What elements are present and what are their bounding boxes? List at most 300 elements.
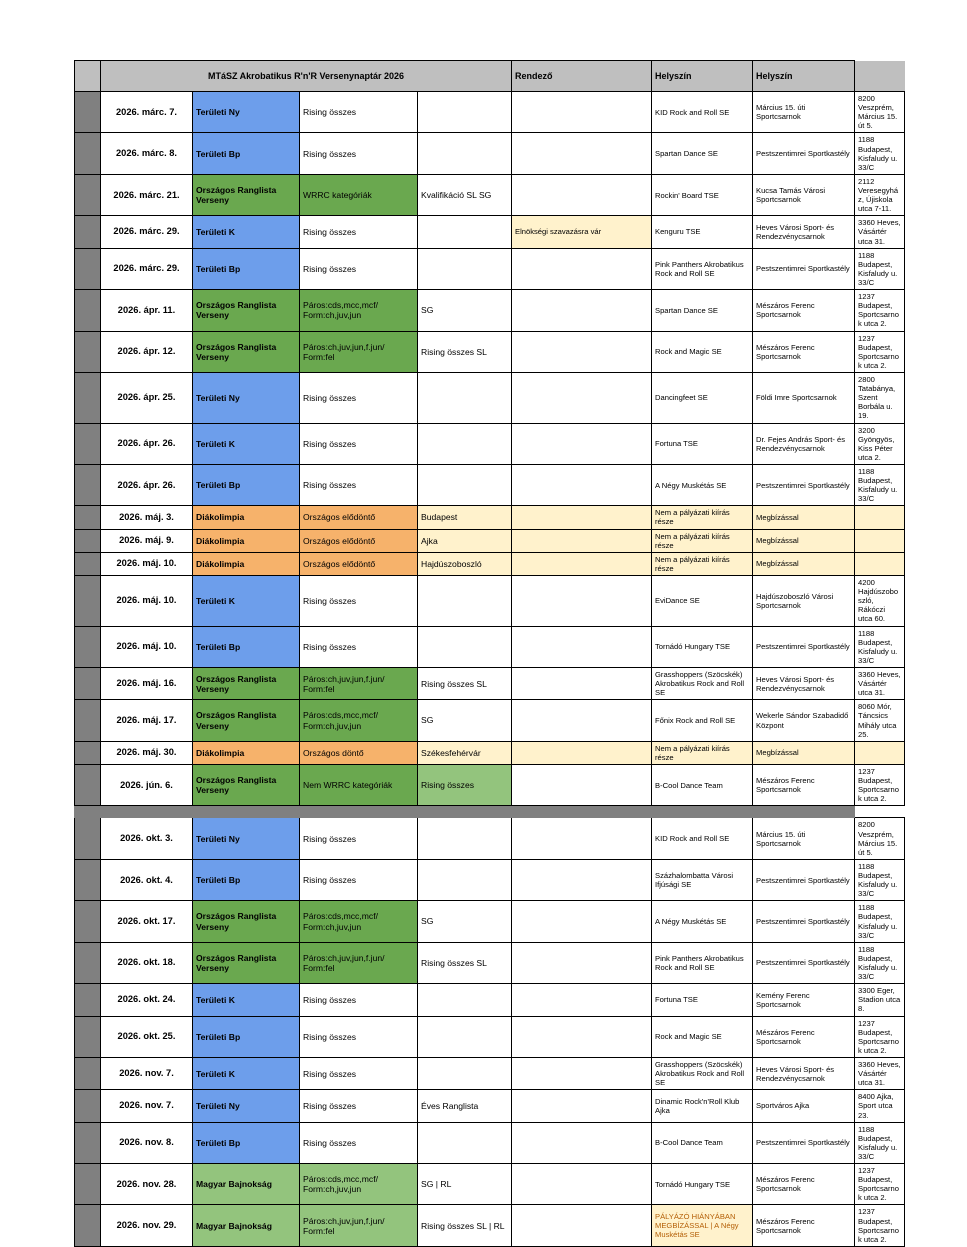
cell-date: 2026. ápr. 25. xyxy=(101,372,193,423)
cell-categories: Rising összes xyxy=(300,1090,418,1122)
cell-venue: Heves Városi Sport- és Rendezvénycsarnok xyxy=(753,216,855,248)
cell-venue: Mészáros Ferenc Sportcsarnok xyxy=(753,765,855,806)
header-organizer: Rendező xyxy=(512,61,652,92)
cell-venue: Sportváros Ajka xyxy=(753,1090,855,1122)
cell-address: 1188 Budapest, Kisfaludy u. 33/C xyxy=(855,248,905,289)
table-row xyxy=(75,1057,905,1089)
cell-date: 2026. jún. 6. xyxy=(101,765,193,806)
cell-note: Elnökségi szavazásra vár xyxy=(512,216,652,248)
cell-address: 1188 Budapest, Kisfaludy u. 33/C xyxy=(855,1122,905,1163)
row-gutter xyxy=(75,331,101,372)
cell-competition-type: Területi Bp xyxy=(193,248,300,289)
table-row xyxy=(75,901,905,942)
cell-note xyxy=(512,984,652,1016)
table-row xyxy=(75,984,905,1016)
cell-venue: Pestszentimrei Sportkastély xyxy=(753,942,855,983)
cell-date: 2026. máj. 10. xyxy=(101,552,193,575)
cell-note xyxy=(512,290,652,331)
cell-categories: Rising összes xyxy=(300,1057,418,1089)
cell-venue: Mészáros Ferenc Sportcsarnok xyxy=(753,1016,855,1057)
cell-date: 2026. nov. 28. xyxy=(101,1164,193,1205)
cell-note xyxy=(512,1122,652,1163)
row-gutter xyxy=(75,668,101,700)
cell-categories: Páros:cds,mcc,mcf/ Form:ch,juv,jun xyxy=(300,1164,418,1205)
cell-categories: Rising összes xyxy=(300,464,418,505)
cell-categories: Rising összes xyxy=(300,818,418,859)
cell-address xyxy=(855,741,905,764)
cell-extra: Rising összes SL | RL xyxy=(418,1205,512,1246)
table-row xyxy=(75,668,905,700)
cell-address: 8400 Ajka, Sport utca 23. xyxy=(855,1090,905,1122)
season-separator-cell xyxy=(418,806,512,818)
cell-venue: Pestszentimrei Sportkastély xyxy=(753,626,855,667)
cell-note xyxy=(512,668,652,700)
cell-competition-type: Országos Ranglista Verseny xyxy=(193,700,300,741)
table-row xyxy=(75,818,905,859)
cell-address: 3360 Heves, Vásártér utca 31. xyxy=(855,668,905,700)
row-gutter xyxy=(75,248,101,289)
cell-address: 1237 Budapest, Sportcsarnok utca 2. xyxy=(855,1164,905,1205)
cell-categories: Rising összes xyxy=(300,248,418,289)
row-gutter xyxy=(75,506,101,529)
cell-competition-type: Területi Bp xyxy=(193,133,300,174)
cell-note xyxy=(512,765,652,806)
cell-note xyxy=(512,552,652,575)
row-gutter xyxy=(75,1057,101,1089)
cell-note xyxy=(512,1016,652,1057)
cell-organizer: Rockin' Board TSE xyxy=(652,174,753,215)
cell-competition-type: Diákolimpia xyxy=(193,741,300,764)
row-gutter xyxy=(75,552,101,575)
cell-extra: Kvalifikáció SL SG xyxy=(418,174,512,215)
cell-extra: SG xyxy=(418,700,512,741)
cell-venue: Megbízással xyxy=(753,529,855,552)
cell-organizer: Grasshoppers (Szöcskék) Akrobatikus Rock and Roll SE xyxy=(652,668,753,700)
row-gutter xyxy=(75,818,101,859)
cell-categories: Páros:ch,juv,jun,f.jun/ Form:fel xyxy=(300,1205,418,1246)
table-row xyxy=(75,331,905,372)
cell-date: 2026. okt. 18. xyxy=(101,942,193,983)
cell-organizer: Dinamic Rock'n'Roll Klub Ajka xyxy=(652,1090,753,1122)
cell-address xyxy=(855,529,905,552)
cell-competition-type: Diákolimpia xyxy=(193,506,300,529)
cell-competition-type: Területi K xyxy=(193,216,300,248)
row-gutter xyxy=(75,529,101,552)
cell-competition-type: Területi K xyxy=(193,1057,300,1089)
cell-date: 2026. ápr. 11. xyxy=(101,290,193,331)
cell-venue: Megbízással xyxy=(753,741,855,764)
cell-date: 2026. nov. 7. xyxy=(101,1090,193,1122)
cell-organizer: Tornádó Hungary TSE xyxy=(652,1164,753,1205)
cell-address: 1237 Budapest, Sportcsarnok utca 2. xyxy=(855,1205,905,1246)
season-separator-cell xyxy=(193,806,300,818)
cell-date: 2026. okt. 17. xyxy=(101,901,193,942)
cell-categories: Páros:ch,juv,jun,f.jun/ Form:fel xyxy=(300,942,418,983)
cell-note xyxy=(512,576,652,627)
cell-categories: Rising összes xyxy=(300,984,418,1016)
cell-note xyxy=(512,529,652,552)
header-gutter xyxy=(75,61,101,92)
calendar-sheet xyxy=(74,60,904,1247)
row-gutter xyxy=(75,576,101,627)
table-row xyxy=(75,576,905,627)
row-gutter xyxy=(75,984,101,1016)
cell-extra: Hajdúszoboszló xyxy=(418,552,512,575)
cell-organizer: Rock and Magic SE xyxy=(652,331,753,372)
cell-categories: Országos elődöntő xyxy=(300,552,418,575)
cell-extra: Székesfehérvár xyxy=(418,741,512,764)
cell-categories: Rising összes xyxy=(300,92,418,133)
cell-competition-type: Területi Ny xyxy=(193,372,300,423)
cell-competition-type: Magyar Bajnokság xyxy=(193,1164,300,1205)
row-gutter xyxy=(75,700,101,741)
table-row xyxy=(75,248,905,289)
season-separator-cell xyxy=(753,806,855,818)
cell-note xyxy=(512,423,652,464)
row-gutter xyxy=(75,464,101,505)
cell-extra xyxy=(418,859,512,900)
cell-competition-type: Országos Ranglista Verseny xyxy=(193,668,300,700)
season-separator-cell xyxy=(75,806,101,818)
table-row xyxy=(75,174,905,215)
cell-extra xyxy=(418,216,512,248)
cell-extra: Rising összes SL xyxy=(418,668,512,700)
row-gutter xyxy=(75,290,101,331)
cell-extra xyxy=(418,248,512,289)
season-separator-cell xyxy=(300,806,418,818)
table-row xyxy=(75,1164,905,1205)
cell-categories: Országos elődöntő xyxy=(300,506,418,529)
cell-organizer: Főnix Rock and Roll SE xyxy=(652,700,753,741)
cell-venue: Pestszentimrei Sportkastély xyxy=(753,248,855,289)
cell-note xyxy=(512,248,652,289)
cell-venue: Pestszentimrei Sportkastély xyxy=(753,464,855,505)
cell-address: 3200 Gyöngyös, Kiss Péter utca 2. xyxy=(855,423,905,464)
cell-organizer: B-Cool Dance Team xyxy=(652,1122,753,1163)
row-gutter xyxy=(75,1122,101,1163)
cell-competition-type: Országos Ranglista Verseny xyxy=(193,331,300,372)
cell-extra xyxy=(418,464,512,505)
cell-extra: Rising összes SL xyxy=(418,942,512,983)
cell-competition-type: Diákolimpia xyxy=(193,529,300,552)
cell-date: 2026. máj. 17. xyxy=(101,700,193,741)
cell-note xyxy=(512,1057,652,1089)
row-gutter xyxy=(75,423,101,464)
table-row xyxy=(75,1090,905,1122)
table-row xyxy=(75,700,905,741)
cell-competition-type: Területi K xyxy=(193,576,300,627)
table-row xyxy=(75,506,905,529)
cell-venue: Megbízással xyxy=(753,552,855,575)
cell-address: 1188 Budapest, Kisfaludy u. 33/C xyxy=(855,859,905,900)
cell-venue: Heves Városi Sport- és Rendezvénycsarnok xyxy=(753,1057,855,1089)
cell-date: 2026. okt. 3. xyxy=(101,818,193,859)
cell-date: 2026. máj. 3. xyxy=(101,506,193,529)
cell-note xyxy=(512,942,652,983)
cell-extra: Rising összes xyxy=(418,765,512,806)
cell-date: 2026. okt. 25. xyxy=(101,1016,193,1057)
cell-address: 4200 Hajdúszoboszló, Rákóczi utca 60. xyxy=(855,576,905,627)
table-row xyxy=(75,552,905,575)
cell-date: 2026. máj. 30. xyxy=(101,741,193,764)
cell-address: 8200 Veszprém, Március 15. út 5. xyxy=(855,92,905,133)
header-right-pad xyxy=(855,61,905,92)
row-gutter xyxy=(75,133,101,174)
cell-organizer: A Négy Muskétás SE xyxy=(652,901,753,942)
row-gutter xyxy=(75,765,101,806)
cell-competition-type: Területi Bp xyxy=(193,464,300,505)
cell-address: 1188 Budapest, Kisfaludy u. 33/C xyxy=(855,464,905,505)
table-row xyxy=(75,290,905,331)
cell-address xyxy=(855,506,905,529)
cell-date: 2026. nov. 29. xyxy=(101,1205,193,1246)
cell-competition-type: Magyar Bajnokság xyxy=(193,1205,300,1246)
cell-address: 1237 Budapest, Sportcsarnok utca 2. xyxy=(855,765,905,806)
cell-extra xyxy=(418,626,512,667)
cell-organizer: Kenguru TSE xyxy=(652,216,753,248)
cell-categories: Rising összes xyxy=(300,216,418,248)
table-row xyxy=(75,423,905,464)
cell-organizer: EviDance SE xyxy=(652,576,753,627)
table-row xyxy=(75,1122,905,1163)
row-gutter xyxy=(75,942,101,983)
season-separator-cell xyxy=(652,806,753,818)
cell-venue: Heves Városi Sport- és Rendezvénycsarnok xyxy=(753,668,855,700)
table-row xyxy=(75,626,905,667)
cell-address: 1188 Budapest, Kisfaludy u. 33/C xyxy=(855,901,905,942)
cell-date: 2026. máj. 9. xyxy=(101,529,193,552)
cell-note xyxy=(512,626,652,667)
header-venue-2: Helyszín xyxy=(753,61,855,92)
season-separator-cell xyxy=(512,806,652,818)
cell-venue: Mészáros Ferenc Sportcsarnok xyxy=(753,331,855,372)
cell-note xyxy=(512,372,652,423)
cell-organizer: Fortuna TSE xyxy=(652,984,753,1016)
season-separator xyxy=(75,806,905,818)
cell-competition-type: Területi Ny xyxy=(193,818,300,859)
cell-competition-type: Területi Bp xyxy=(193,1016,300,1057)
cell-organizer: Nem a pályázati kiírás része xyxy=(652,529,753,552)
cell-extra xyxy=(418,133,512,174)
cell-date: 2026. máj. 16. xyxy=(101,668,193,700)
cell-extra: SG | RL xyxy=(418,1164,512,1205)
cell-date: 2026. okt. 24. xyxy=(101,984,193,1016)
cell-competition-type: Területi Ny xyxy=(193,92,300,133)
cell-address: 1188 Budapest, Kisfaludy u. 33/C xyxy=(855,133,905,174)
cell-categories: Rising összes xyxy=(300,372,418,423)
cell-note xyxy=(512,741,652,764)
cell-categories: Rising összes xyxy=(300,859,418,900)
cell-organizer: Fortuna TSE xyxy=(652,423,753,464)
cell-extra: SG xyxy=(418,290,512,331)
row-gutter xyxy=(75,1016,101,1057)
cell-venue: Mészáros Ferenc Sportcsarnok xyxy=(753,1205,855,1246)
cell-competition-type: Országos Ranglista Verseny xyxy=(193,174,300,215)
cell-venue: Március 15. úti Sportcsarnok xyxy=(753,818,855,859)
cell-note xyxy=(512,1205,652,1246)
cell-competition-type: Diákolimpia xyxy=(193,552,300,575)
cell-organizer: KID Rock and Roll SE xyxy=(652,92,753,133)
cell-note xyxy=(512,174,652,215)
cell-competition-type: Országos Ranglista Verseny xyxy=(193,942,300,983)
cell-categories: Rising összes xyxy=(300,576,418,627)
cell-extra xyxy=(418,1122,512,1163)
cell-extra xyxy=(418,984,512,1016)
cell-address: 8060 Mór, Táncsics Mihály utca 25. xyxy=(855,700,905,741)
cell-date: 2026. ápr. 12. xyxy=(101,331,193,372)
table-row xyxy=(75,1205,905,1246)
cell-note xyxy=(512,818,652,859)
cell-categories: Páros:cds,mcc,mcf/ Form:ch,juv,jun xyxy=(300,901,418,942)
cell-competition-type: Országos Ranglista Verseny xyxy=(193,901,300,942)
cell-venue: Pestszentimrei Sportkastély xyxy=(753,901,855,942)
table-row xyxy=(75,216,905,248)
cell-venue: Wekerle Sándor Szabadidő Központ xyxy=(753,700,855,741)
cell-extra xyxy=(418,372,512,423)
cell-venue: Március 15. úti Sportcsarnok xyxy=(753,92,855,133)
cell-venue: Megbízással xyxy=(753,506,855,529)
cell-competition-type: Területi K xyxy=(193,423,300,464)
cell-organizer: Dancingfeet SE xyxy=(652,372,753,423)
table-row xyxy=(75,859,905,900)
cell-extra xyxy=(418,1057,512,1089)
row-gutter xyxy=(75,859,101,900)
cell-address: 3360 Heves, Vásártér utca 31. xyxy=(855,216,905,248)
cell-extra: Budapest xyxy=(418,506,512,529)
table-row xyxy=(75,942,905,983)
cell-extra xyxy=(418,818,512,859)
table-row xyxy=(75,741,905,764)
cell-competition-type: Területi K xyxy=(193,984,300,1016)
table-row xyxy=(75,133,905,174)
cell-date: 2026. máj. 10. xyxy=(101,626,193,667)
table-row xyxy=(75,372,905,423)
cell-organizer: KID Rock and Roll SE xyxy=(652,818,753,859)
table-row xyxy=(75,1016,905,1057)
row-gutter xyxy=(75,626,101,667)
cell-date: 2026. márc. 29. xyxy=(101,216,193,248)
cell-address: 3300 Eger, Stadion utca 8. xyxy=(855,984,905,1016)
cell-categories: Páros:cds,mcc,mcf/ Form:ch,juv,jun xyxy=(300,290,418,331)
cell-categories: Rising összes xyxy=(300,626,418,667)
cell-competition-type: Országos Ranglista Verseny xyxy=(193,290,300,331)
cell-address: 1188 Budapest, Kisfaludy u. 33/C xyxy=(855,626,905,667)
table-row xyxy=(75,529,905,552)
cell-date: 2026. nov. 8. xyxy=(101,1122,193,1163)
cell-date: 2026. okt. 4. xyxy=(101,859,193,900)
cell-competition-type: Területi Bp xyxy=(193,626,300,667)
cell-organizer: Rock and Magic SE xyxy=(652,1016,753,1057)
cell-extra: Rising összes SL xyxy=(418,331,512,372)
cell-venue: Pestszentimrei Sportkastély xyxy=(753,1122,855,1163)
cell-date: 2026. ápr. 26. xyxy=(101,464,193,505)
page-title: MTáSZ Akrobatikus R'n'R Versenynaptár 2026 xyxy=(101,61,512,92)
season-separator-cell xyxy=(101,806,193,818)
table-row xyxy=(75,765,905,806)
row-gutter xyxy=(75,1205,101,1246)
row-gutter xyxy=(75,92,101,133)
cell-date: 2026. máj. 10. xyxy=(101,576,193,627)
row-gutter xyxy=(75,741,101,764)
cell-extra: Éves Ranglista xyxy=(418,1090,512,1122)
cell-organizer: PÁLYÁZÓ HIÁNYÁBAN MEGBÍZÁSSAL | A Négy Muskétás SE xyxy=(652,1205,753,1246)
cell-organizer: A Négy Muskétás SE xyxy=(652,464,753,505)
cell-date: 2026. márc. 21. xyxy=(101,174,193,215)
cell-organizer: Pink Panthers Akrobatikus Rock and Roll SE xyxy=(652,942,753,983)
cell-categories: Rising összes xyxy=(300,423,418,464)
season-separator-cell xyxy=(855,806,905,818)
cell-categories: Rising összes xyxy=(300,1016,418,1057)
cell-note xyxy=(512,133,652,174)
cell-date: 2026. ápr. 26. xyxy=(101,423,193,464)
row-gutter xyxy=(75,372,101,423)
row-gutter xyxy=(75,1090,101,1122)
cell-note xyxy=(512,1090,652,1122)
cell-organizer: Nem a pályázati kiírás része xyxy=(652,552,753,575)
cell-organizer: Nem a pályázati kiírás része xyxy=(652,506,753,529)
cell-venue: Mészáros Ferenc Sportcsarnok xyxy=(753,290,855,331)
cell-venue: Pestszentimrei Sportkastély xyxy=(753,133,855,174)
row-gutter xyxy=(75,216,101,248)
cell-address: 2112 Veresegyház, Újiskola utca 7-11. xyxy=(855,174,905,215)
cell-venue: Kemény Ferenc Sportcsarnok xyxy=(753,984,855,1016)
cell-categories: Nem WRRC kategóriák xyxy=(300,765,418,806)
cell-competition-type: Területi Ny xyxy=(193,1090,300,1122)
cell-address: 2800 Tatabánya, Szent Borbála u. 19. xyxy=(855,372,905,423)
cell-date: 2026. márc. 29. xyxy=(101,248,193,289)
cell-categories: Országos döntő xyxy=(300,741,418,764)
cell-organizer: Grasshoppers (Szöcskék) Akrobatikus Rock and Roll SE xyxy=(652,1057,753,1089)
cell-extra xyxy=(418,92,512,133)
cell-note xyxy=(512,331,652,372)
table-header-row xyxy=(75,61,905,92)
cell-organizer: Százhalombatta Városi Ifjúsági SE xyxy=(652,859,753,900)
row-gutter xyxy=(75,174,101,215)
cell-categories: Országos elődöntő xyxy=(300,529,418,552)
cell-date: 2026. márc. 7. xyxy=(101,92,193,133)
cell-address: 1188 Budapest, Kisfaludy u. 33/C xyxy=(855,942,905,983)
cell-competition-type: Területi Bp xyxy=(193,1122,300,1163)
row-gutter xyxy=(75,1164,101,1205)
cell-venue: Pestszentimrei Sportkastély xyxy=(753,859,855,900)
header-venue-1: Helyszín xyxy=(652,61,753,92)
cell-note xyxy=(512,1164,652,1205)
cell-note xyxy=(512,859,652,900)
cell-categories: Páros:ch,juv,jun,f.jun/ Form:fel xyxy=(300,331,418,372)
cell-categories: Páros:ch,juv,jun,f.jun/ Form:fel xyxy=(300,668,418,700)
cell-organizer: Nem a pályázati kiírás része xyxy=(652,741,753,764)
cell-competition-type: Területi Bp xyxy=(193,859,300,900)
cell-note xyxy=(512,92,652,133)
cell-venue: Földi Imre Sportcsarnok xyxy=(753,372,855,423)
cell-organizer: Tornádó Hungary TSE xyxy=(652,626,753,667)
cell-address: 3360 Heves, Vásártér utca 31. xyxy=(855,1057,905,1089)
cell-note xyxy=(512,901,652,942)
table-row xyxy=(75,464,905,505)
cell-note xyxy=(512,464,652,505)
cell-date: 2026. nov. 7. xyxy=(101,1057,193,1089)
cell-address: 1237 Budapest, Sportcsarnok utca 2. xyxy=(855,1016,905,1057)
cell-address: 1237 Budapest, Sportcsarnok utca 2. xyxy=(855,331,905,372)
cell-extra: SG xyxy=(418,901,512,942)
cell-organizer: Pink Panthers Akrobatikus Rock and Roll SE xyxy=(652,248,753,289)
cell-categories: Páros:cds,mcc,mcf/ Form:ch,juv,jun xyxy=(300,700,418,741)
cell-categories: WRRC kategóriák xyxy=(300,174,418,215)
cell-address xyxy=(855,552,905,575)
cell-categories: Rising összes xyxy=(300,1122,418,1163)
table-row xyxy=(75,92,905,133)
cell-organizer: Spartan Dance SE xyxy=(652,290,753,331)
